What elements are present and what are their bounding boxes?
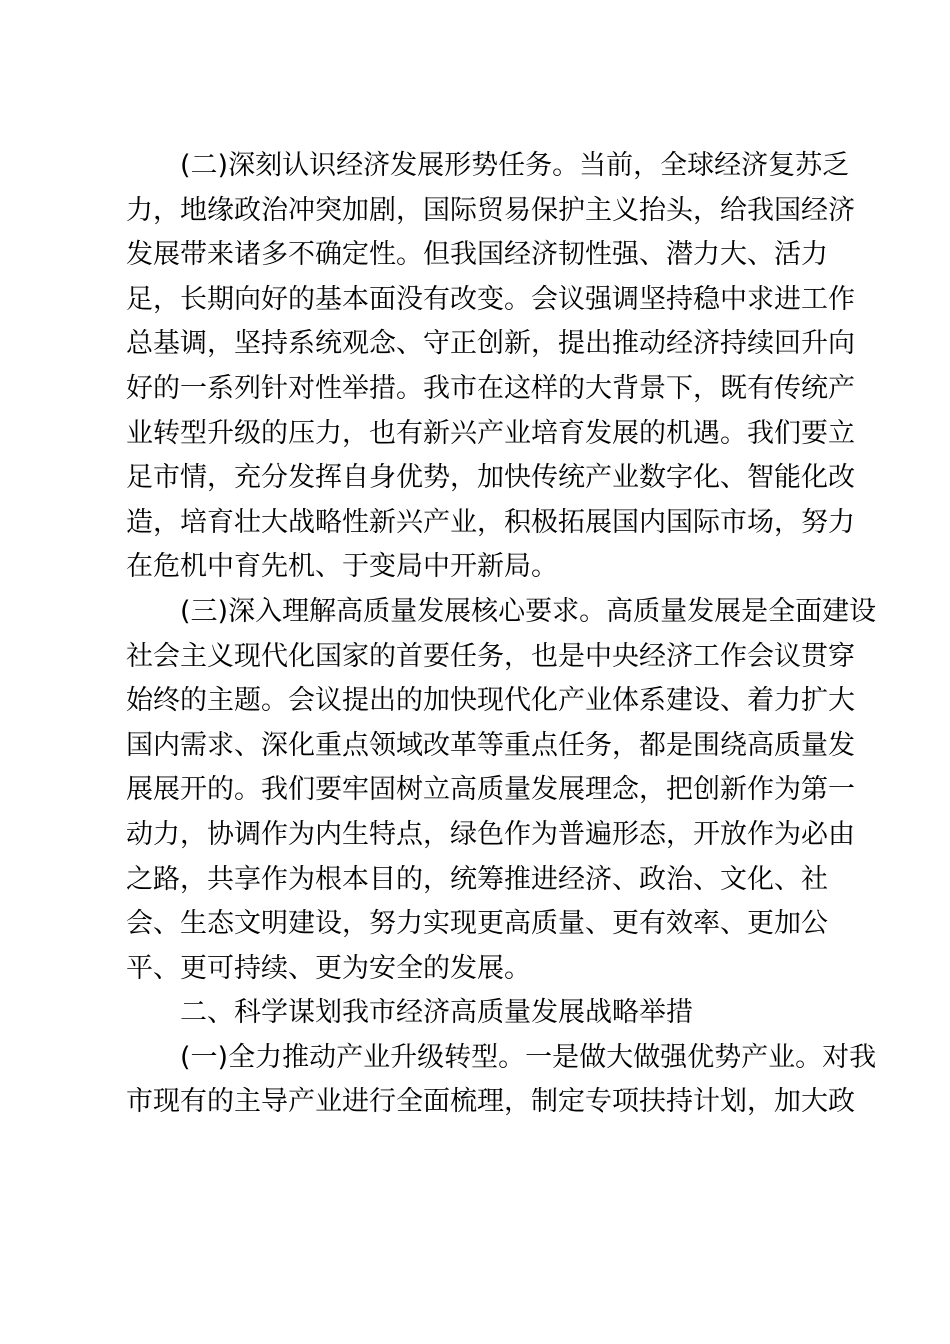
text-line: 会、生态文明建设，努力实现更高质量、更有效率、更加公 <box>126 908 828 940</box>
text-line: 始终的主题。会议提出的加快现代化产业体系建设、着力扩大 <box>126 685 855 717</box>
text-line: 力，地缘政治冲突加剧，国际贸易保护主义抬头，给我国经济 <box>126 194 855 226</box>
text-line: 动力，协调作为内生特点，绿色作为普遍形态，开放作为必由 <box>126 818 855 850</box>
text-line: (一)全力推动产业升级转型。一是做大做强优势产业。对我 <box>180 1041 877 1073</box>
text-line: 在危机中育先机、于变局中开新局。 <box>126 551 558 583</box>
text-line: 社会主义现代化国家的首要任务，也是中央经济工作会议贯穿 <box>126 640 855 672</box>
text-line: (三)深入理解高质量发展核心要求。高质量发展是全面建设 <box>180 595 877 627</box>
paragraph-subsection-one <box>126 1036 877 1125</box>
text-line: 造，培育壮大战略性新兴产业，积极拓展国内国际市场，努力 <box>126 506 855 538</box>
text-line: 业转型升级的压力，也有新兴产业培育发展的机遇。我们要立 <box>126 417 855 449</box>
text-line: 足市情，充分发挥自身优势，加快传统产业数字化、智能化改 <box>126 462 855 494</box>
paragraph-section-three <box>126 590 877 991</box>
text-line: 好的一系列针对性举措。我市在这样的大背景下，既有传统产 <box>126 372 855 404</box>
paragraph-section-two <box>126 144 855 590</box>
section-heading <box>126 991 826 1036</box>
text-line: 平、更可持续、更为安全的发展。 <box>126 952 531 984</box>
document-body <box>126 144 877 1125</box>
text-line: 之路，共享作为根本目的，统筹推进经济、政治、文化、社 <box>126 863 828 895</box>
text-line: (二)深刻认识经济发展形势任务。当前，全球经济复苏乏 <box>180 150 850 181</box>
text-line: 市现有的主导产业进行全面梳理，制定专项扶持计划，加大政 <box>126 1086 855 1118</box>
text-line: 国内需求、深化重点领域改革等重点任务，都是围绕高质量发 <box>126 729 855 761</box>
text-line: 展展开的。我们要牢固树立高质量发展理念，把创新作为第一 <box>126 774 855 806</box>
text-line: 发展带来诸多不确定性。但我国经济韧性强、潜力大、活力 <box>126 239 828 271</box>
section-heading-text: 二、科学谋划我市经济高质量发展战略举措 <box>180 997 693 1029</box>
text-line: 总基调，坚持系统观念、守正创新，提出推动经济持续回升向 <box>126 328 855 360</box>
text-line: 足，长期向好的基本面没有改变。会议强调坚持稳中求进工作 <box>126 283 855 315</box>
